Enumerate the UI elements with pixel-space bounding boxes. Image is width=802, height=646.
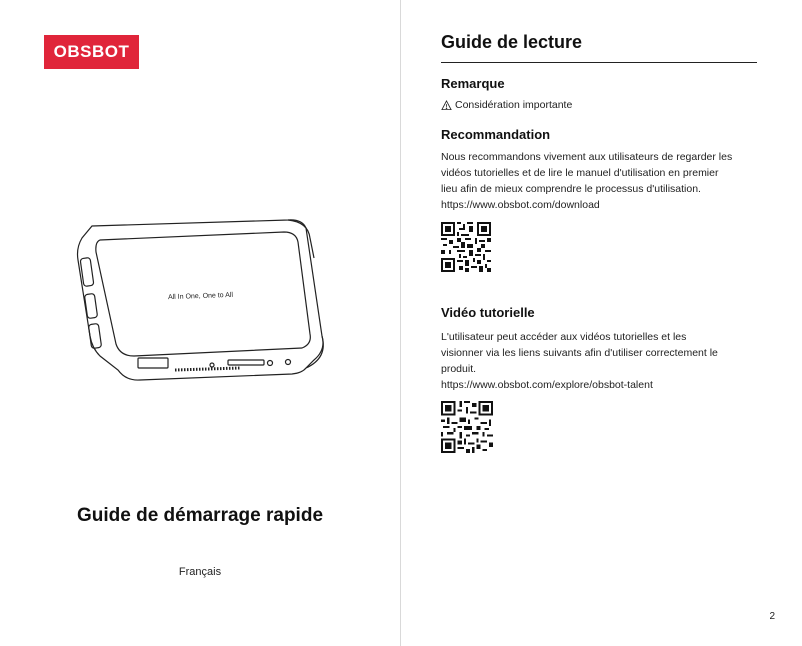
- warning-triangle-icon: [441, 100, 452, 111]
- cover-title: Guide de démarrage rapide: [76, 505, 324, 526]
- tutorial-link[interactable]: https://www.obsbot.com/explore/obsbot-talent: [441, 379, 653, 391]
- recommendation-line: Nous recommandons vivement aux utilisateurs de regarder les: [441, 151, 733, 163]
- recommendation-heading: Recommandation: [441, 127, 551, 142]
- device-illustration: [70, 218, 332, 383]
- obsbot-logo: OBSBOT: [44, 35, 139, 69]
- title-rule: [441, 62, 757, 63]
- cover-page: [0, 0, 400, 646]
- device-screen-tagline: All In One, One to All: [167, 291, 234, 302]
- download-link[interactable]: https://www.obsbot.com/download: [441, 199, 600, 211]
- remark-text: Considération importante: [455, 99, 573, 111]
- video-line: visionner via les liens suivants afin d'utiliser correctement le: [441, 347, 718, 359]
- remark-note: [441, 99, 572, 111]
- page-number: 2: [769, 611, 775, 622]
- video-line: L'utilisateur peut accéder aux vidéos tutorielles et les: [441, 331, 687, 343]
- recommendation-body: [441, 149, 761, 213]
- download-qr-code[interactable]: [441, 222, 491, 272]
- guide-page: [401, 0, 802, 646]
- cover-language: Français: [178, 566, 222, 578]
- recommendation-line: lieu afin de mieux comprendre le processus d'utilisation.: [441, 183, 701, 195]
- video-heading: Vidéo tutorielle: [441, 305, 535, 320]
- recommendation-line: vidéos tutorielles et de lire le manuel d'utilisation en premier: [441, 167, 719, 179]
- video-body: [441, 329, 761, 393]
- guide-title: Guide de lecture: [441, 32, 583, 52]
- video-line: produit.: [441, 363, 477, 375]
- tutorial-qr-code[interactable]: [441, 401, 493, 453]
- remark-heading: Remarque: [441, 76, 505, 91]
